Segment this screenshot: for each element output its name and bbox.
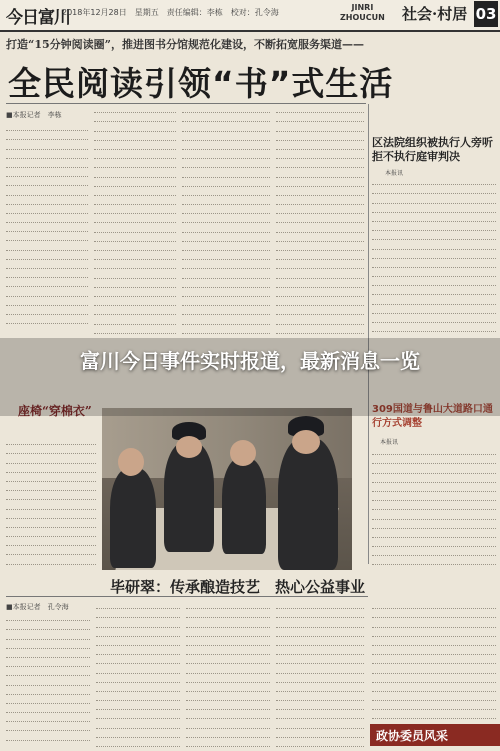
text-line xyxy=(6,251,88,260)
text-line xyxy=(372,719,496,720)
right-headline-2: 309国道与鲁山大道路口通行方式调整 xyxy=(372,404,493,429)
text-line xyxy=(96,729,180,738)
text-line xyxy=(96,637,180,646)
text-column-right-2 xyxy=(372,446,496,566)
text-line xyxy=(6,445,96,454)
text-line xyxy=(6,159,88,168)
text-line xyxy=(372,501,496,510)
text-line xyxy=(6,131,88,140)
masthead-subtitle-line-2: ZHOUCUN xyxy=(340,13,385,22)
text-line xyxy=(96,674,180,683)
text-line xyxy=(6,278,88,287)
text-line xyxy=(6,621,90,630)
text-line xyxy=(182,269,270,278)
text-line xyxy=(182,233,270,242)
lead-byline: ■本报记者 李栋 xyxy=(6,111,62,119)
text-line xyxy=(96,655,180,664)
second-byline: ■本报记者 孔令海 xyxy=(6,603,69,611)
text-line xyxy=(182,306,270,315)
text-line xyxy=(6,232,88,241)
text-line xyxy=(372,259,496,268)
second-headline: 毕研翠：传承酿造技艺 热心公益事业 xyxy=(110,578,366,596)
text-column-2 xyxy=(94,104,176,334)
text-line xyxy=(372,538,496,547)
text-line xyxy=(186,701,270,710)
text-line xyxy=(372,628,496,637)
text-line xyxy=(6,686,90,695)
text-line xyxy=(372,600,496,609)
text-line xyxy=(276,315,364,324)
photo-person-2 xyxy=(164,442,214,552)
text-line xyxy=(96,664,180,673)
text-line xyxy=(94,315,176,324)
text-line xyxy=(276,205,364,214)
text-line xyxy=(94,288,176,297)
text-line xyxy=(94,141,176,150)
text-line xyxy=(372,520,496,529)
text-column-right-1 xyxy=(372,176,496,336)
text-line xyxy=(372,250,496,259)
text-line xyxy=(182,196,270,205)
text-line xyxy=(94,214,176,223)
text-line xyxy=(372,683,496,692)
text-column-4 xyxy=(276,104,364,334)
text-line xyxy=(372,222,496,231)
text-line xyxy=(182,113,270,122)
text-line xyxy=(186,674,270,683)
text-line xyxy=(276,269,364,278)
text-line xyxy=(6,519,96,528)
text-line xyxy=(276,178,364,187)
text-line xyxy=(6,473,96,482)
text-line xyxy=(276,113,364,122)
text-column-7 xyxy=(186,600,270,748)
text-line xyxy=(186,719,270,728)
right-byline-2: 本报讯 xyxy=(380,439,399,446)
text-line xyxy=(276,233,364,242)
text-line xyxy=(6,287,88,296)
text-line xyxy=(186,646,270,655)
text-line xyxy=(276,674,364,683)
text-line xyxy=(182,251,270,260)
text-line xyxy=(372,323,496,332)
text-line xyxy=(182,187,270,196)
text-line xyxy=(372,556,496,565)
text-line xyxy=(186,729,270,738)
text-line xyxy=(276,104,364,113)
text-line xyxy=(182,223,270,232)
text-line xyxy=(372,305,496,314)
text-line xyxy=(6,297,88,306)
text-column-5 xyxy=(6,612,90,748)
text-line xyxy=(94,132,176,141)
text-line xyxy=(186,683,270,692)
text-line xyxy=(6,565,96,570)
text-line xyxy=(186,618,270,627)
text-line xyxy=(276,637,364,646)
text-line xyxy=(6,214,88,223)
text-line xyxy=(6,649,90,658)
lead-headline: 全民阅读引领“书”式生活 xyxy=(8,64,394,103)
text-line xyxy=(96,628,180,637)
text-line xyxy=(6,630,90,639)
text-column-3 xyxy=(182,104,270,334)
text-line xyxy=(96,600,180,609)
text-line xyxy=(6,555,96,564)
text-line xyxy=(276,159,364,168)
text-line xyxy=(372,529,496,538)
text-line xyxy=(372,213,496,222)
text-line xyxy=(6,695,90,704)
text-line xyxy=(372,510,496,519)
text-line xyxy=(276,132,364,141)
text-line xyxy=(6,658,90,667)
masthead-subtitle xyxy=(340,3,385,23)
text-line xyxy=(6,491,96,500)
text-column-pin xyxy=(6,436,96,570)
text-line xyxy=(276,618,364,627)
masthead xyxy=(0,0,500,32)
text-line xyxy=(94,104,176,113)
text-line xyxy=(372,701,496,710)
text-line xyxy=(276,683,364,692)
photo-head-3 xyxy=(230,440,256,466)
text-line xyxy=(276,655,364,664)
text-line xyxy=(6,306,88,315)
text-line xyxy=(276,196,364,205)
text-line xyxy=(6,537,96,546)
text-line xyxy=(6,315,88,324)
text-line xyxy=(182,132,270,141)
text-line xyxy=(94,196,176,205)
text-line xyxy=(372,277,496,286)
text-line xyxy=(372,565,496,566)
text-line xyxy=(372,240,496,249)
photo-head-2 xyxy=(176,436,202,458)
text-line xyxy=(94,260,176,269)
text-line xyxy=(372,710,496,719)
text-line xyxy=(276,187,364,196)
text-line xyxy=(276,628,364,637)
text-line xyxy=(182,104,270,113)
text-line xyxy=(6,177,88,186)
text-line xyxy=(372,474,496,483)
text-line xyxy=(276,692,364,701)
text-line xyxy=(372,664,496,673)
text-line xyxy=(276,747,364,748)
text-line xyxy=(372,547,496,556)
text-column-6 xyxy=(96,600,180,748)
text-line xyxy=(6,223,88,232)
text-line xyxy=(276,701,364,710)
photo-person-4 xyxy=(278,438,338,570)
text-line xyxy=(94,168,176,177)
text-line xyxy=(6,205,88,214)
overlay-banner-text[interactable]: 富川今日事件实时报道，最新消息一览 xyxy=(80,349,420,373)
text-line xyxy=(6,704,90,713)
text-line xyxy=(276,223,364,232)
text-line xyxy=(182,178,270,187)
text-line xyxy=(372,655,496,664)
pin-headline: 座椅“穿棉衣” xyxy=(18,404,92,418)
text-line xyxy=(94,178,176,187)
news-photo xyxy=(102,408,352,570)
text-line xyxy=(186,600,270,609)
photo-person-3 xyxy=(222,458,266,554)
text-line xyxy=(372,646,496,655)
text-line xyxy=(182,159,270,168)
text-line xyxy=(186,655,270,664)
text-line xyxy=(96,646,180,655)
text-line xyxy=(276,242,364,251)
text-line xyxy=(6,741,90,748)
text-line xyxy=(6,324,88,332)
text-line xyxy=(276,729,364,738)
text-line xyxy=(276,260,364,269)
text-line xyxy=(276,646,364,655)
text-line xyxy=(182,260,270,269)
text-line xyxy=(372,692,496,701)
text-line xyxy=(6,241,88,250)
text-line xyxy=(6,731,90,740)
lead-kicker: 打造“15分钟阅读圈”，推进图书分馆规范化建设，不断拓宽服务渠道—— xyxy=(6,38,364,51)
text-line xyxy=(186,637,270,646)
text-line xyxy=(182,168,270,177)
text-line xyxy=(276,325,364,334)
text-line xyxy=(276,251,364,260)
text-line xyxy=(276,738,364,747)
text-line xyxy=(6,640,90,649)
text-line xyxy=(186,738,270,747)
text-line xyxy=(372,295,496,304)
text-line xyxy=(94,306,176,315)
text-line xyxy=(182,122,270,131)
text-line xyxy=(6,454,96,463)
text-line xyxy=(6,528,96,537)
text-line xyxy=(6,482,96,491)
text-line xyxy=(186,609,270,618)
text-line xyxy=(94,113,176,122)
text-line xyxy=(182,214,270,223)
photo-head-4 xyxy=(292,430,320,454)
right-byline-1: 本报讯 xyxy=(385,170,404,177)
text-line xyxy=(276,279,364,288)
text-line xyxy=(276,297,364,306)
text-line xyxy=(94,242,176,251)
text-line xyxy=(96,609,180,618)
text-line xyxy=(372,674,496,683)
text-line xyxy=(372,483,496,492)
text-line xyxy=(94,279,176,288)
text-line xyxy=(182,141,270,150)
text-column-9 xyxy=(372,600,496,720)
photo-head-1 xyxy=(118,448,144,476)
second-divider xyxy=(6,596,368,597)
text-line xyxy=(6,168,88,177)
text-line xyxy=(372,609,496,618)
text-line xyxy=(276,664,364,673)
text-line xyxy=(94,159,176,168)
text-column-1 xyxy=(6,122,88,332)
page-number: 03 xyxy=(474,1,498,27)
text-line xyxy=(276,122,364,131)
section-title: 社会·村居 xyxy=(402,5,468,23)
right-headline-1: 区法院组织被执行人旁听拒不执行庭审判决 xyxy=(372,136,493,163)
text-line xyxy=(94,223,176,232)
text-line xyxy=(276,288,364,297)
text-line xyxy=(6,500,96,509)
text-line xyxy=(372,332,496,336)
text-line xyxy=(94,187,176,196)
text-line xyxy=(96,701,180,710)
text-line xyxy=(6,140,88,149)
masthead-logo: 今日富川 xyxy=(6,8,70,28)
text-line xyxy=(94,122,176,131)
masthead-subtitle-line-1: JINRI xyxy=(351,3,374,12)
text-line xyxy=(182,297,270,306)
text-line xyxy=(372,286,496,295)
text-column-8 xyxy=(276,600,364,748)
text-line xyxy=(6,122,88,131)
text-line xyxy=(372,204,496,213)
text-line xyxy=(96,618,180,627)
dateline: 2018年12月28日 星期五 责任编辑：李栋 校对：孔令海 xyxy=(62,8,279,17)
text-line xyxy=(276,214,364,223)
text-line xyxy=(94,150,176,159)
text-line xyxy=(96,683,180,692)
text-line xyxy=(6,713,90,722)
text-line xyxy=(186,710,270,719)
text-line xyxy=(276,150,364,159)
text-line xyxy=(6,722,90,731)
text-line xyxy=(186,747,270,748)
text-line xyxy=(372,464,496,473)
column-divider xyxy=(368,104,369,564)
text-line xyxy=(372,185,496,194)
text-line xyxy=(182,279,270,288)
text-line xyxy=(6,196,88,205)
text-line xyxy=(6,546,96,555)
text-line xyxy=(182,325,270,334)
text-line xyxy=(96,738,180,747)
text-line xyxy=(6,186,88,195)
text-line xyxy=(94,269,176,278)
text-line xyxy=(94,251,176,260)
text-line xyxy=(276,719,364,728)
text-line xyxy=(94,233,176,242)
text-line xyxy=(276,141,364,150)
text-line xyxy=(372,618,496,627)
text-line xyxy=(372,268,496,277)
text-line xyxy=(372,492,496,501)
text-line xyxy=(372,314,496,323)
text-line xyxy=(182,150,270,159)
text-line xyxy=(186,692,270,701)
footer-label: 政协委员风采 xyxy=(376,729,449,743)
text-line xyxy=(94,297,176,306)
text-line xyxy=(96,747,180,748)
text-line xyxy=(276,600,364,609)
text-line xyxy=(372,176,496,185)
text-line xyxy=(6,150,88,159)
text-line xyxy=(186,628,270,637)
text-line xyxy=(182,205,270,214)
text-line xyxy=(372,194,496,203)
text-line xyxy=(6,667,90,676)
text-line xyxy=(96,692,180,701)
text-line xyxy=(372,446,496,455)
text-line xyxy=(94,205,176,214)
text-line xyxy=(6,436,96,445)
text-line xyxy=(182,315,270,324)
text-line xyxy=(6,510,96,519)
text-line xyxy=(6,612,90,621)
text-line xyxy=(276,306,364,315)
text-line xyxy=(96,710,180,719)
text-line xyxy=(372,231,496,240)
text-line xyxy=(276,168,364,177)
text-line xyxy=(94,325,176,334)
text-line xyxy=(182,242,270,251)
text-line xyxy=(6,260,88,269)
text-line xyxy=(182,288,270,297)
text-line xyxy=(276,710,364,719)
text-line xyxy=(186,664,270,673)
text-line xyxy=(372,455,496,464)
text-line xyxy=(6,464,96,473)
text-line xyxy=(6,676,90,685)
photo-person-1 xyxy=(110,468,156,568)
text-line xyxy=(96,719,180,728)
text-line xyxy=(276,609,364,618)
text-line xyxy=(372,637,496,646)
text-line xyxy=(6,269,88,278)
